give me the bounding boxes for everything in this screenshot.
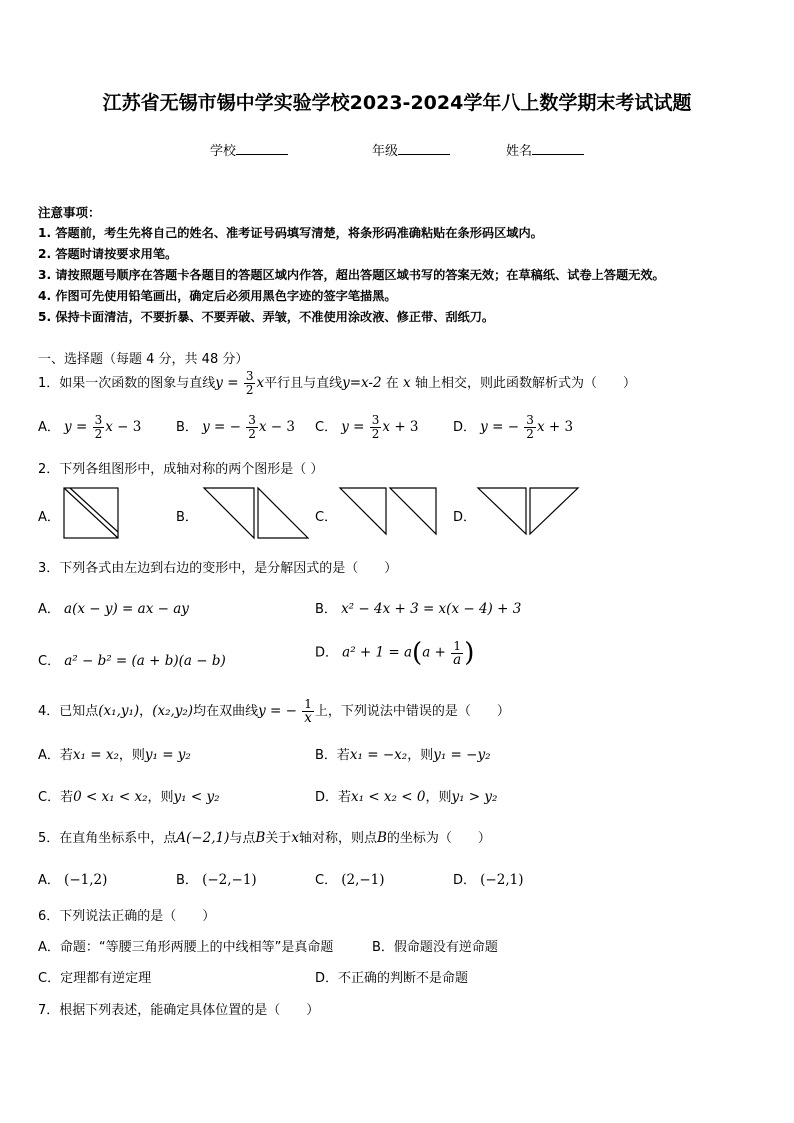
question-6-stem: 6．下列说法正确的是（ ） — [38, 909, 216, 924]
question-3-option-a[interactable]: A． a(x − y) = ax − ay — [38, 601, 189, 617]
question-2-option-a-label[interactable]: A． — [38, 510, 60, 525]
question-4-option-d[interactable]: D．若x₁ < x₂ < 0，则y₁ > y₂ — [315, 789, 498, 805]
notes-heading: 注意事项： — [38, 205, 101, 220]
question-2-option-c-label[interactable]: C． — [315, 510, 338, 525]
question-2-figure-b — [200, 486, 312, 540]
question-1-option-d[interactable]: D． y = − $\frac{3}{2}$ x + 3 — [453, 413, 574, 441]
question-4-option-c[interactable]: C．若0 < x₁ < x₂，则y₁ < y₂ — [38, 789, 220, 805]
question-2-figure-a — [60, 486, 122, 540]
question-5-option-a[interactable]: A． (−1,2) — [38, 872, 108, 888]
school-field: 学校 — [210, 140, 288, 159]
question-2-figure-c — [338, 486, 440, 540]
question-1-option-a[interactable]: A． y = $\frac{3}{2}$ x − 3 — [38, 413, 142, 441]
question-6-option-b[interactable]: B．假命题没有逆命题 — [372, 940, 498, 955]
question-5-option-b[interactable]: B． (−2,−1) — [176, 872, 257, 888]
question-5-stem: 5．在直角坐标系中，点A(−2,1)与点B关于x轴对称，则点B的坐标为（ ） — [38, 830, 491, 846]
note-item: 3. 请按照题号顺序在答题卡各题目的答题区域内作答，超出答题区域书写的答案无效；在草稿纸、试卷上答题无效。 — [38, 268, 665, 282]
note-item: 1. 答题前，考生先将自己的姓名、准考证号码填写清楚，将条形码准确粘贴在条形码区域内。 — [38, 226, 543, 240]
section-heading: 一、选择题（每题 4 分，共 48 分） — [38, 352, 249, 367]
question-2-option-d-label[interactable]: D． — [453, 510, 477, 525]
question-3-option-c[interactable]: C． a² − b² = (a + b)(a − b) — [38, 653, 226, 669]
question-2-option-b-label[interactable]: B． — [176, 510, 198, 525]
question-2-stem: 2．下列各组图形中，成轴对称的两个图形是（ ） — [38, 462, 324, 477]
question-4-option-a[interactable]: A．若x₁ = x₂，则y₁ = y₂ — [38, 747, 191, 763]
question-4-stem: 4．已知点(x₁,y₁)，(x₂,y₂)均在双曲线y = − $\frac{1}{x}$ 上，下列说法中错误的是（ ） — [38, 697, 510, 726]
note-item: 5. 保持卡面清洁，不要折暴、不要弄破、弄皱，不准使用涂改液、修正带、刮纸刀。 — [38, 310, 495, 324]
question-6-option-c[interactable]: C．定理都有逆定理 — [38, 971, 152, 986]
question-6-option-a[interactable]: A．命题：“等腰三角形两腰上的中线相等”是真命题 — [38, 940, 334, 955]
note-item: 2. 答题时请按要求用笔。 — [38, 247, 178, 261]
note-item: 4. 作图可先使用铅笔画出，确定后必须用黑色字迹的签字笔描黑。 — [38, 289, 397, 303]
question-1-stem: 1．如果一次函数的图象与直线y = $\frac{3}{2}$ x平行且与直线y=x-2 在 x 轴上相交，则此函数解析式为（ ） — [38, 369, 636, 397]
question-5-option-c[interactable]: C． (2,−1) — [315, 872, 385, 888]
grade-field: 年级 — [372, 140, 450, 159]
question-3-option-b[interactable]: B． x² − 4x + 3 = x(x − 4) + 3 — [315, 601, 522, 617]
question-5-option-d[interactable]: D． (−2,1) — [453, 872, 524, 888]
question-6-option-d[interactable]: D．不正确的判断不是命题 — [315, 971, 469, 986]
question-1-option-c[interactable]: C． y = $\frac{3}{2}$ x + 3 — [315, 413, 419, 441]
question-4-option-b[interactable]: B．若x₁ = −x₂，则y₁ = −y₂ — [315, 747, 491, 763]
question-1-option-b[interactable]: B． y = − $\frac{3}{2}$ x − 3 — [176, 413, 295, 441]
exam-title: 江苏省无锡市锡中学实验学校2023-2024学年八上数学期末考试试题 — [102, 92, 692, 114]
question-3-stem: 3．下列各式由左边到右边的变形中，是分解因式的是（ ） — [38, 561, 398, 576]
question-7-stem: 7．根据下列表述，能确定具体位置的是（ ） — [38, 1003, 320, 1018]
question-2-figure-d — [476, 486, 582, 540]
name-field: 姓名 — [506, 140, 584, 159]
question-3-option-d[interactable]: D． a² + 1 = a(a + $\frac{1}{a}$ ) — [315, 638, 475, 668]
